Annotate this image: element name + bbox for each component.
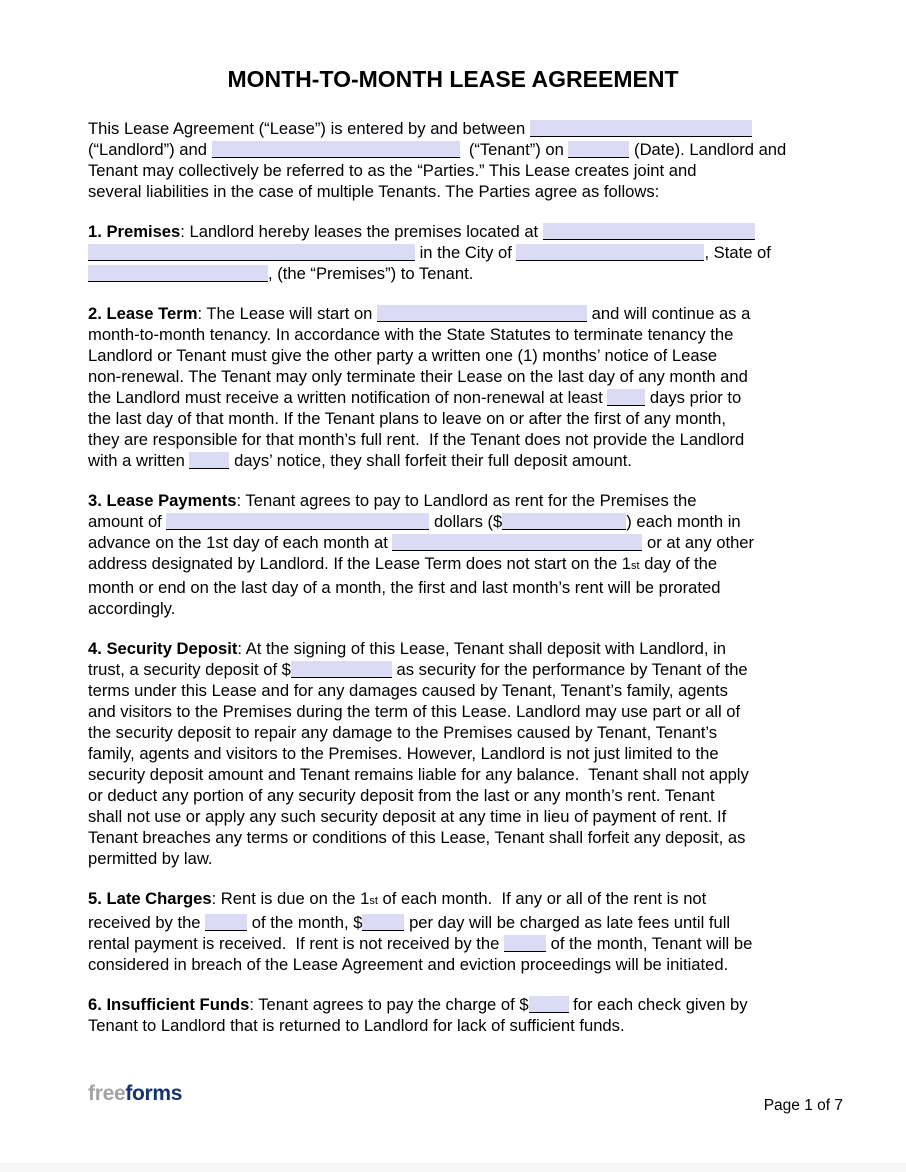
text-line: advance on the 1st day of each month at or at any other xyxy=(88,533,755,552)
page-bottom-edge xyxy=(0,1163,906,1172)
text-line: 4. Security Deposit: At the signing of this Lease, Tenant shall deposit with Landlord, in xyxy=(88,639,727,658)
document-body xyxy=(88,118,848,1055)
blank-field[interactable] xyxy=(88,244,415,261)
text-line: Tenant breaches any terms or conditions of this Lease, Tenant shall forfeit any deposit, as xyxy=(88,828,746,847)
text-line: in the City of , State of xyxy=(88,242,848,263)
blank-field[interactable] xyxy=(607,389,645,406)
text-line: accordingly. xyxy=(88,599,176,618)
text-line: trust, a security deposit of $ as security for the performance by Tenant of the xyxy=(88,660,748,679)
text-line: 1. Premises: Landlord hereby leases the premises located at xyxy=(88,221,848,242)
paragraph-section-1-premises xyxy=(88,221,848,284)
text-line: the Landlord must receive a written notification of non-renewal at least days prior to xyxy=(88,388,742,407)
section-heading: 2. Lease Term xyxy=(88,304,198,323)
blank-field[interactable] xyxy=(362,914,404,931)
freeforms-logo xyxy=(88,1082,182,1106)
blank-field[interactable] xyxy=(504,935,546,952)
text-line: permitted by law. xyxy=(88,849,213,868)
blank-field[interactable] xyxy=(88,265,268,282)
text-line: address designated by Landlord. If the Lease Term does not start on the 1st day of the xyxy=(88,554,718,573)
blank-field[interactable] xyxy=(212,141,460,158)
blank-field[interactable] xyxy=(166,513,429,530)
text-line: they are responsible for that month’s full rent. If the Tenant does not provide the Landlord xyxy=(88,430,745,449)
text-line: 6. Insufficient Funds: Tenant agrees to pay the charge of $ for each check given by xyxy=(88,995,748,1014)
blank-field[interactable] xyxy=(529,996,569,1013)
blank-field[interactable] xyxy=(530,120,752,137)
text-line: 5. Late Charges: Rent is due on the 1st of each month. If any or all of the rent is not xyxy=(88,889,707,908)
text-line: family, agents and visitors to the Premises. However, Landlord is not just limited to the xyxy=(88,744,719,763)
text-line: considered in breach of the Lease Agreement and eviction proceedings will be initiated. xyxy=(88,955,729,974)
blank-field[interactable] xyxy=(205,914,247,931)
text-line: received by the of the month, $ per day will be charged as late fees until full xyxy=(88,913,731,932)
logo-text-free: free xyxy=(88,1082,126,1105)
paragraph-section-6-insufficient-funds xyxy=(88,994,848,1036)
text-line: shall not use or apply any such security deposit at any time in lieu of payment of rent. If xyxy=(88,807,727,826)
logo-text-forms: forms xyxy=(125,1082,183,1105)
paragraph-intro xyxy=(88,118,848,202)
text-line: month-to-month tenancy. In accordance with the State Statutes to terminate tenancy the xyxy=(88,325,734,344)
paragraph-section-2-lease-term xyxy=(88,303,848,471)
blank-field[interactable] xyxy=(377,305,587,322)
ordinal-suffix: st xyxy=(369,895,378,907)
blank-field[interactable] xyxy=(516,244,704,261)
text-line: (“Landlord”) and (“Tenant”) on (Date). Landlord and xyxy=(88,140,787,159)
paragraph-section-5-late-charges xyxy=(88,888,848,975)
text-line: Landlord or Tenant must give the other party a written one (1) months’ notice of Lease xyxy=(88,346,718,365)
section-heading: 3. Lease Payments xyxy=(88,491,237,510)
text-line: month or end on the last day of a month, the first and last month’s rent will be prorated xyxy=(88,578,721,597)
text-line: Tenant to Landlord that is returned to Landlord for lack of sufficient funds. xyxy=(88,1016,625,1035)
text-line: the last day of that month. If the Tenant plans to leave on or after the first of any month, xyxy=(88,409,727,428)
blank-field[interactable] xyxy=(392,534,642,551)
section-heading: 4. Security Deposit xyxy=(88,639,238,658)
blank-field[interactable] xyxy=(189,452,229,469)
document-title: MONTH-TO-MONTH LEASE AGREEMENT xyxy=(227,66,679,92)
blank-field[interactable] xyxy=(543,223,755,240)
text-line: 3. Lease Payments: Tenant agrees to pay to Landlord as rent for the Premises the xyxy=(88,491,697,510)
text-line: , (the “Premises”) to Tenant. xyxy=(88,263,848,284)
text-line: and visitors to the Premises during the term of this Lease. Landlord may use part or all of xyxy=(88,702,741,721)
page-number: Page 1 of 7 xyxy=(763,1097,843,1114)
text-line: non-renewal. The Tenant may only terminate their Lease on the last day of any month and xyxy=(88,367,748,386)
text-line: several liabilities in the case of multiple Tenants. The Parties agree as follows: xyxy=(88,182,660,201)
section-heading: 1. Premises xyxy=(88,222,181,241)
ordinal-suffix: st xyxy=(631,560,640,572)
blank-field[interactable] xyxy=(291,661,392,678)
text-line: the security deposit to repair any damage to the Premises caused by Tenant, Tenant’s xyxy=(88,723,718,742)
blank-field[interactable] xyxy=(568,141,629,158)
text-line: security deposit amount and Tenant remains liable for any balance. Tenant shall not apply xyxy=(88,765,749,784)
section-heading: 5. Late Charges xyxy=(88,889,212,908)
text-line: This Lease Agreement (“Lease”) is entered by and between xyxy=(88,118,848,139)
text-line: with a written days’ notice, they shall forfeit their full deposit amount. xyxy=(88,451,632,470)
text-line: 2. Lease Term: The Lease will start on and will continue as a xyxy=(88,304,751,323)
text-line: amount of dollars ($ ) each month in xyxy=(88,512,741,531)
text-line: or deduct any portion of any security deposit from the last or any month’s rent. Tenant xyxy=(88,786,715,805)
section-heading: 6. Insufficient Funds xyxy=(88,995,250,1014)
paragraph-section-3-lease-payments xyxy=(88,490,848,619)
text-line: Tenant may collectively be referred to as the “Parties.” This Lease creates joint and xyxy=(88,161,697,180)
text-line: terms under this Lease and for any damages caused by Tenant, Tenant’s family, agents xyxy=(88,681,728,700)
blank-field[interactable] xyxy=(502,513,626,530)
text-line: rental payment is received. If rent is not received by the of the month, Tenant will be xyxy=(88,934,753,953)
paragraph-section-4-security-deposit xyxy=(88,638,848,869)
